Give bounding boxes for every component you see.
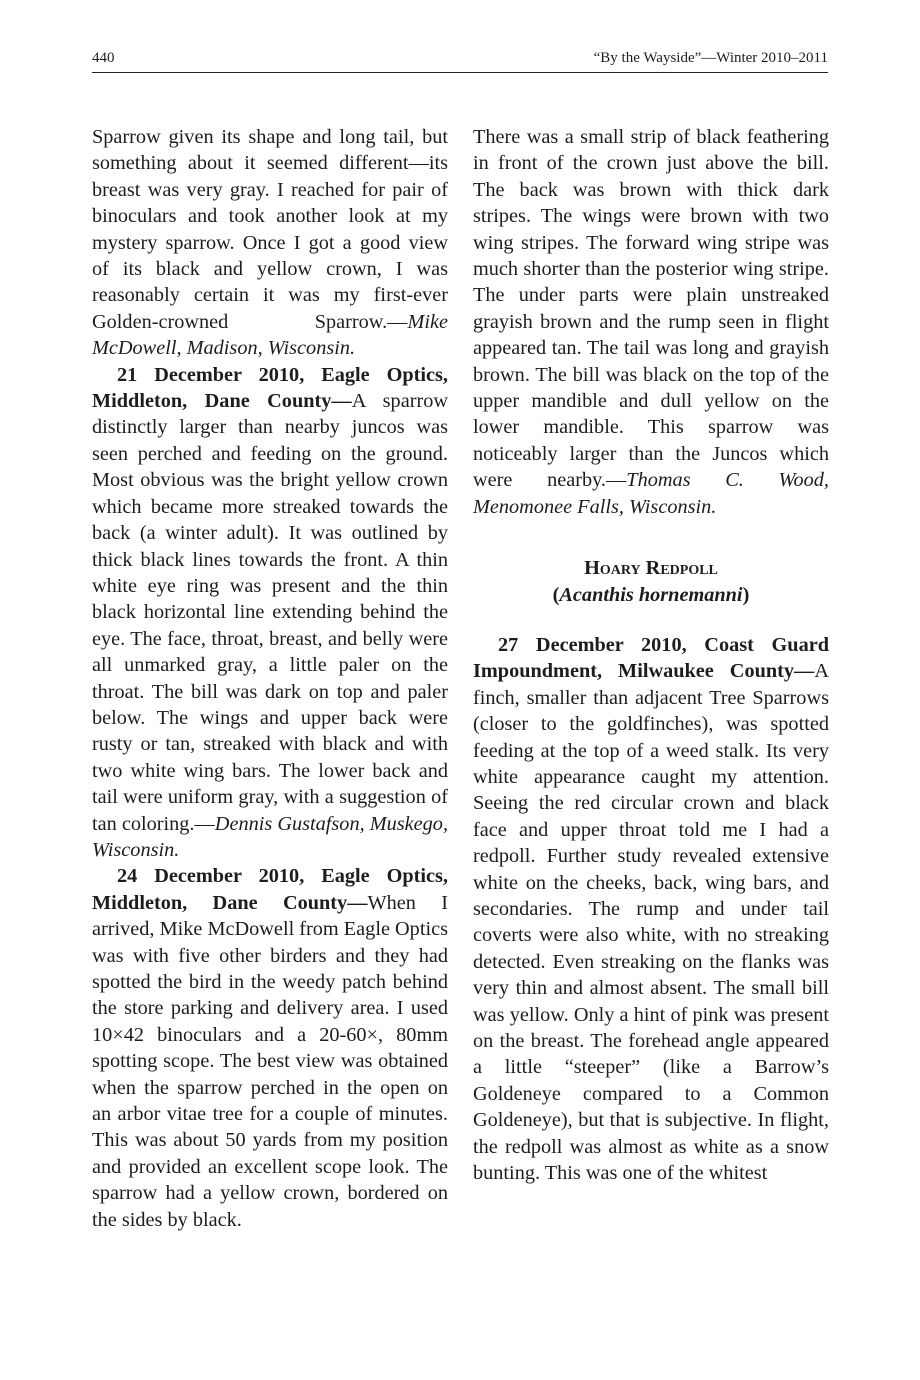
paragraph-24-december-continuation: [473, 124, 829, 520]
observer-credit: Mike McDowell, Madison, Wisconsin.: [92, 310, 448, 360]
journal-title: “By the Wayside”—Winter 2010–2011: [593, 50, 828, 66]
paragraph-record-24-december: [92, 863, 448, 1233]
scientific-name: Acanthis hornemanni: [559, 583, 743, 606]
record-heading: 24 December 2010, Eagle Optics, Middleton, Dane County—: [92, 865, 448, 914]
right-column: [473, 124, 829, 1186]
observer-credit: Dennis Gustafson, Muskego, Wisconsin.: [92, 812, 449, 861]
species-scientific-name: (Acanthis hornemanni): [552, 583, 750, 606]
record-heading: 27 December 2010, Coast Guard Impoundment, Milwaukee County—: [473, 633, 829, 683]
paragraph-text: When I arrived, Mike McDowell from Eagle Optics was with five other birders and they had spotted the bird in the weedy patch behind the store parking and delivery area. I used 10×42 binoculars and a 20-60×, 80mm spotting scope. The best view was obtained when the sparrow perched in the open on an arbor vitae tree for a couple of minutes. This was about 50 yards from my position and provided an excellent scope look. The sparrow had a yellow crown, bordered on the sides by black.: [92, 891, 448, 1231]
species-heading: Hoary Redpoll: [584, 557, 718, 580]
page-number: 440: [92, 50, 115, 66]
paragraph-text: Sparrow given its shape and long tail, but something about it seemed different—its breast was very gray. I reached for pair of binoculars and took another look at my mystery sparrow. Once I got a good view of its black and yellow crown, I was reasonably certain it was my first-ever Golden-crowned Sparrow.—: [92, 126, 448, 333]
paragraph-record-21-december: [92, 362, 448, 864]
left-column: [92, 124, 448, 1233]
paragraph-text: A sparrow distinctly larger than nearby juncos was seen perched and feeding on the ground. Most obvious was the bright yellow crown which became more streaked towards the back (a winter adult). It was outlined by thick black lines towards the front. A thin white eye ring was present and the thin black horizontal line extending behind the eye. The face, throat, breast, and belly were all unmarked gray, a little paler on the throat. The bill was dark on top and paler below. The wings and upper back were rusty or tan, streaked with black and with two white wing bars. The lower back and tail were uniform gray, with a suggestion of tan coloring.—: [92, 390, 448, 835]
running-head: [92, 48, 828, 73]
record-heading: 21 December 2010, Eagle Optics, Middleton, Dane County—: [92, 363, 448, 413]
paragraph-text: A finch, smaller than adjacent Tree Sparrows (closer to the goldfinches), was spotted feeding at the top of a weed stalk. Its very white appearance caught my attention. Seeing the red circular crown and black face and upper throat told me I had a redpoll. Further study revealed extensive white on the cheeks, back, wing bars, and secondaries. The rump and under tail coverts were also white, with no streaking detected. Even streaking on the flanks was very thin and almost absent. The small bill was yellow. Only a hint of pink was present on the breast. The forehead angle appeared a little “steeper” (like a Barrow’s Goldeneye compared to a Common Goldeneye), but that is subjective. In flight, the redpoll was almost as white as a snow bunting. This was one of the whitest: [473, 660, 829, 1185]
observer-credit: Thomas C. Wood, Menomonee Falls, Wisconsin.: [473, 469, 829, 518]
paragraph-text: There was a small strip of black feathering in front of the crown just above the bill. The back was brown with thick dark stripes. The wings were brown with two wing stripes. The forward wing stripe was much shorter than the posterior wing stripe. The under parts were plain unstreaked grayish brown and the rump seen in flight appeared tan. The tail was long and grayish brown. The bill was black on the top of the upper mandible and dull yellow on the lower mandible. This sparrow was noticeably larger than the Juncos which were nearby.—: [473, 126, 829, 492]
paragraph-record-27-december: [473, 632, 829, 1187]
paragraph-golden-crowned-continuation: [92, 124, 448, 362]
